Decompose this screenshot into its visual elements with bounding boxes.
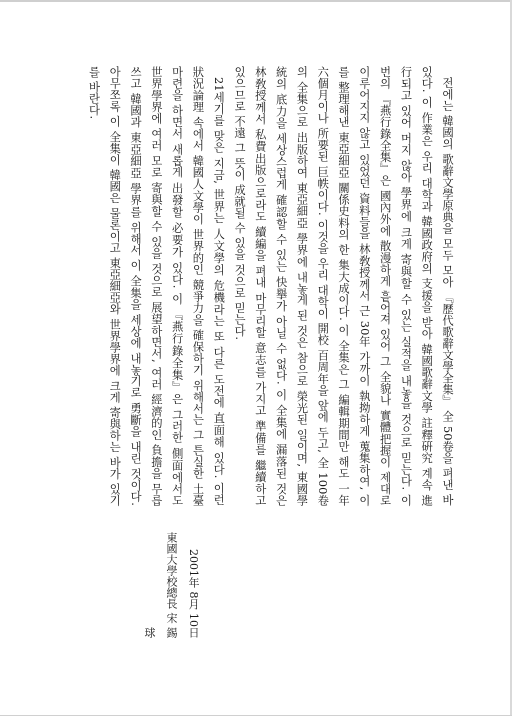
preface-paragraph-1: 전에는 韓國의 歌辭文學原典을 모두 모아 『歷代歌辭文學全集』 全 50卷을 펴낸 바 있다. 이 作業은 우리 대학과 韓國政府의 支援을 받아 韓國歌辭文學 註釋硏究 계속 進行되고 있어 머지 않아 學界에 크게 寄與할 수 있는 실적을 내놓을 것으로 믿는다. 이번의 『燕行錄全集』은 國內外에 散漫하게 흩어져 있어 그 全貌나 實體把握이 제대로 이루어지지 않고 있었던 資料들을 林敎授께서 근 30年 가까이 執拗하게 蒐集하여, 이를 整理해낸 東亞細亞 關係史料의 한 集大成이다. 이 全集은 그 編輯期間만 해도 一年六個月이나 所要된 巨帙이다. 이것을 우리 대학이 開校 百周年을 앞에 두고, 全 100卷의 全集으로 出版하여 東亞細亞 學界에 내놓게 된 것은 참으로 榮光된 일이며, 東國學統의 底力을 세상스럽게 確認할 수 있는 快擧가 아닐 수 없다. 이 全集에 漏落된 것은 林敎授께서 私費出版으로라도 續編을 펴내 마무리할 意志를 가지고 準備를 繼續하고 있으므로 不遠 그 뜻이 成就될 수 있을 것으로 믿는다. xyxy=(233,66,454,506)
preface-body xyxy=(87,66,457,506)
signature-block xyxy=(138,518,204,638)
page-edge-top xyxy=(0,0,512,2)
preface-paragraph-2: 21세기를 맞은 지금, 世界는 人文學의 危機라는 또 다른 도전에 直面해 있다. 이런 狀況論理 속에서 韓國人文學이 世界的인 競爭力을 確保하기 위해서는 그 튼실한 土臺 마련을 하면서 새롭게 出發할 必要가 있다. 이 『燕行錄全集』은 그러한 側面에서도 世界學界에 여러 모로 寄與할 수 있을 것으로 展望하면서, 여러 經濟的인 負擔을 무릅쓰고 韓國과 東亞細亞 學界를 위해서 이 全集을 세상에 내놓기로 勇斷을 내린 것이다. 아무쪼록 이 全集이 韓國은 물론이고 東亞細亞와 世界學界에 크게 寄與하는 바가 있기를 바란다. xyxy=(87,66,226,506)
signature-author: 東國大學校總長 宋 錫 球 xyxy=(143,532,178,638)
signature-date: 2001年 8月 10日 xyxy=(187,549,200,638)
